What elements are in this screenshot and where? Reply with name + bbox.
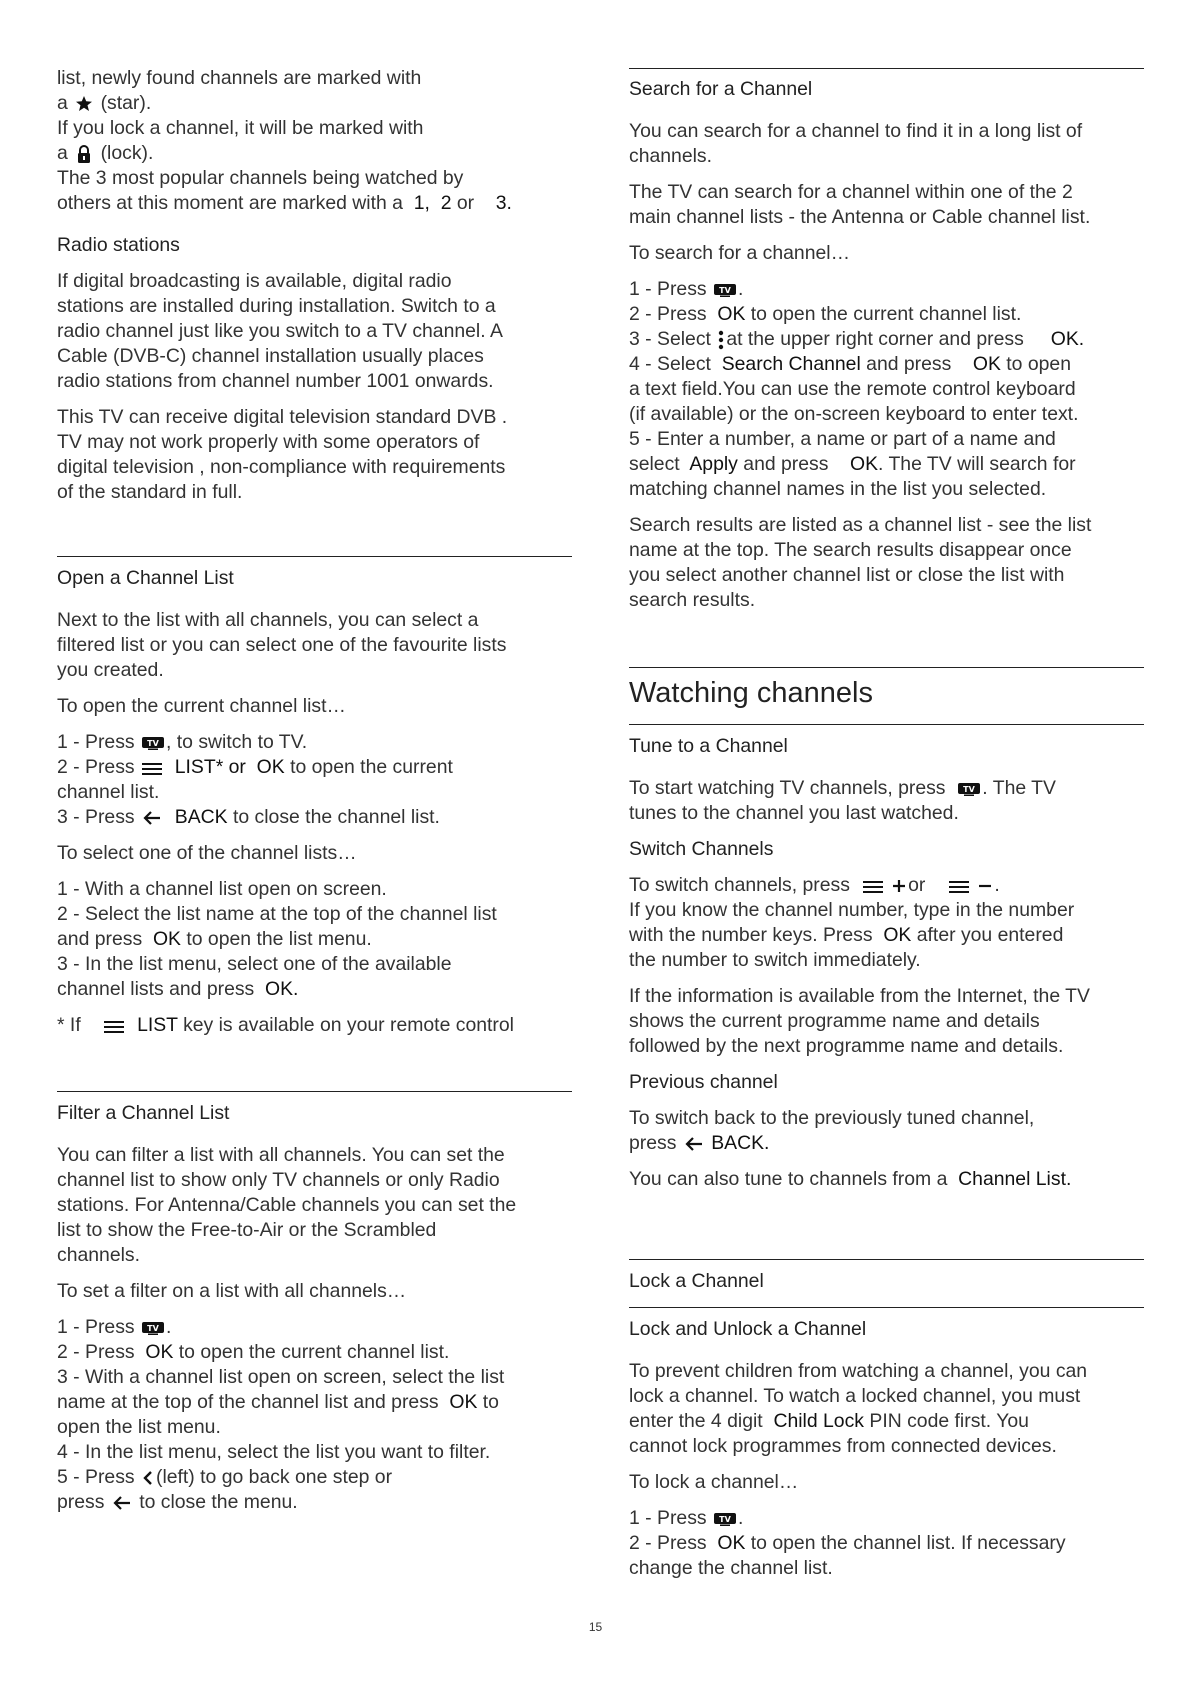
divider bbox=[629, 1307, 1144, 1308]
star-icon bbox=[73, 95, 95, 113]
open-channel-list-title: Open a Channel List bbox=[57, 567, 234, 589]
back-arrow-icon bbox=[140, 809, 164, 827]
tv-icon bbox=[140, 735, 166, 751]
radio-stations-section: Radio stations If digital broadcasting is available, digital radio stations are installed during installation. Switch to a radio channel just like you switch to a TV channel. A Cable (DVB-C) channel installation usually places radio stations from channel number 1001 onwards. This TV can receive digital television standard DVB . TV may not work properly with some operators of digital television , non-compliance with requirements of the standard in full. bbox=[57, 233, 572, 505]
tv-icon bbox=[140, 1320, 166, 1336]
search-channel-section: Search for a Channel You can search for a channel to find it in a long list of channels. The TV can search for a channel within one of the 2 main channel lists - the Antenna or Cable channel list. To search for a channel… 1 - Press TV . 2 - Press OK to open the current channel list. 3 - Select at the upper right corner and press OK. 4 - Select Search Channel and press OK to open a text field.You can use the remote control keyboard (if available) or the on-screen keyboard to enter text. 5 - Enter a number, a name or part of a name and select Apply and press OK. The TV will search for matching channel names in the list you selected. Search results are listed as a channel list - see the list name at the top. The search results disappear once you select another channel list or close the list with search results. bbox=[629, 77, 1144, 613]
open-step-3: 3 - Press BACK to close the channel list. bbox=[57, 806, 440, 828]
more-vertical-icon bbox=[716, 329, 726, 351]
open-channel-list-section: Open a Channel List Next to the list with all channels, you can select a filtered list or you can select one of the favourite lists you created. To open the current channel list… 1 - Press TV , to switch to TV. 2 - Press LIST* or OK to open the current channel list. 3 - Press BACK to close the channel list. To select one of the channel lists… 1 - With a channel list open on screen. 2 - Select the list name at the top of the channel list and press OK to open the list menu. 3 - In the list menu, select one of the available channel lists and press OK. * If LIST key is available on your remote control bbox=[57, 566, 572, 1038]
lock-channel-section bbox=[629, 1269, 1144, 1294]
tune-channel-title: Tune to a Channel bbox=[629, 735, 788, 757]
divider bbox=[629, 724, 1144, 725]
list-icon bbox=[102, 1018, 126, 1034]
tv-icon bbox=[712, 1511, 738, 1527]
intro-line-5: The 3 most popular channels being watched by bbox=[57, 167, 464, 189]
lock-icon bbox=[73, 144, 95, 164]
open-step-2: 2 - Press LIST* or OK to open the current bbox=[57, 756, 453, 778]
divider bbox=[57, 1091, 572, 1092]
popular-1-label: 1, bbox=[413, 192, 430, 214]
list-icon bbox=[140, 760, 164, 776]
svg-text:TV: TV bbox=[719, 1514, 731, 1524]
tune-channel-section: Tune to a Channel To start watching TV channels, press TV . The TV tunes to the channel you last watched. Switch Channels To switch channels, press or . If you know the channel number, type in the number with the number keys. Press OK after you entered the number to switch immediately. If the information is available from the Internet, the TV shows the current programme name and details followed by the next programme name and details. Previous channel To switch back to the previously tuned channel, press BACK. You can also tune to channels from a Channel List. bbox=[629, 734, 1144, 1192]
radio-stations-title: Radio stations bbox=[57, 234, 180, 256]
intro-line-6: others at this moment are marked with a 1, 2 or 3. bbox=[57, 192, 512, 214]
intro-line-4: a (lock). bbox=[57, 142, 154, 164]
popular-2-label: 2 bbox=[440, 192, 452, 214]
filter-channel-list-title: Filter a Channel List bbox=[57, 1102, 230, 1124]
divider bbox=[629, 1259, 1144, 1260]
footnote-list-key: * If LIST key is available on your remote control bbox=[57, 1014, 514, 1036]
switch-channels-title: Switch Channels bbox=[629, 838, 774, 860]
svg-text:TV: TV bbox=[719, 285, 731, 295]
intro-line-2: a (star). bbox=[57, 92, 152, 114]
svg-text:TV: TV bbox=[147, 738, 159, 748]
previous-channel-title: Previous channel bbox=[629, 1071, 778, 1093]
minus-icon bbox=[976, 877, 994, 895]
list-icon bbox=[861, 878, 885, 894]
divider bbox=[57, 556, 572, 557]
popular-3-label: 3. bbox=[495, 192, 512, 214]
watching-channels-section bbox=[629, 675, 1144, 711]
lock-unlock-title: Lock and Unlock a Channel bbox=[629, 1318, 867, 1340]
lock-channel-title: Lock a Channel bbox=[629, 1270, 764, 1292]
divider bbox=[629, 667, 1144, 668]
page-heading: Watching channels bbox=[629, 677, 873, 709]
list-icon bbox=[947, 878, 971, 894]
tv-icon bbox=[956, 781, 982, 797]
divider bbox=[629, 68, 1144, 69]
intro-line-3: If you lock a channel, it will be marked with bbox=[57, 117, 424, 139]
svg-text:TV: TV bbox=[147, 1323, 159, 1333]
back-arrow-icon bbox=[682, 1135, 706, 1153]
intro-section bbox=[57, 66, 572, 216]
search-channel-title: Search for a Channel bbox=[629, 78, 813, 100]
chevron-left-icon bbox=[140, 1469, 156, 1487]
filter-channel-list-section: Filter a Channel List You can filter a list with all channels. You can set the channel list to show only TV channels or only Radio stations. For Antenna/Cable channels you can set the list to show the Free-to-Air or the Scrambled channels. To set a filter on a list with all channels… 1 - Press TV . 2 - Press OK to open the current channel list. 3 - With a channel list open on screen, select the list name at the top of the channel list and press OK to open the list menu. 4 - In the list menu, select the list you want to filter. 5 - Press (left) to go back one step or press to close the menu. bbox=[57, 1101, 572, 1515]
svg-text:TV: TV bbox=[963, 784, 976, 794]
intro-line-1: list, newly found channels are marked with bbox=[57, 67, 422, 89]
open-step-1: 1 - Press TV , to switch to TV. bbox=[57, 731, 308, 753]
back-arrow-icon bbox=[110, 1494, 134, 1512]
page-number: 15 bbox=[588, 1620, 603, 1634]
plus-icon bbox=[890, 877, 908, 895]
tv-icon bbox=[712, 282, 738, 298]
lock-unlock-section: Lock and Unlock a Channel To prevent children from watching a channel, you can lock a channel. To watch a locked channel, you must enter the 4 digit Child Lock PIN code first. You cannot lock programmes from connected devices. To lock a channel… 1 - Press TV . 2 - Press OK to open the channel list. If necessary change the channel list. bbox=[629, 1317, 1144, 1581]
